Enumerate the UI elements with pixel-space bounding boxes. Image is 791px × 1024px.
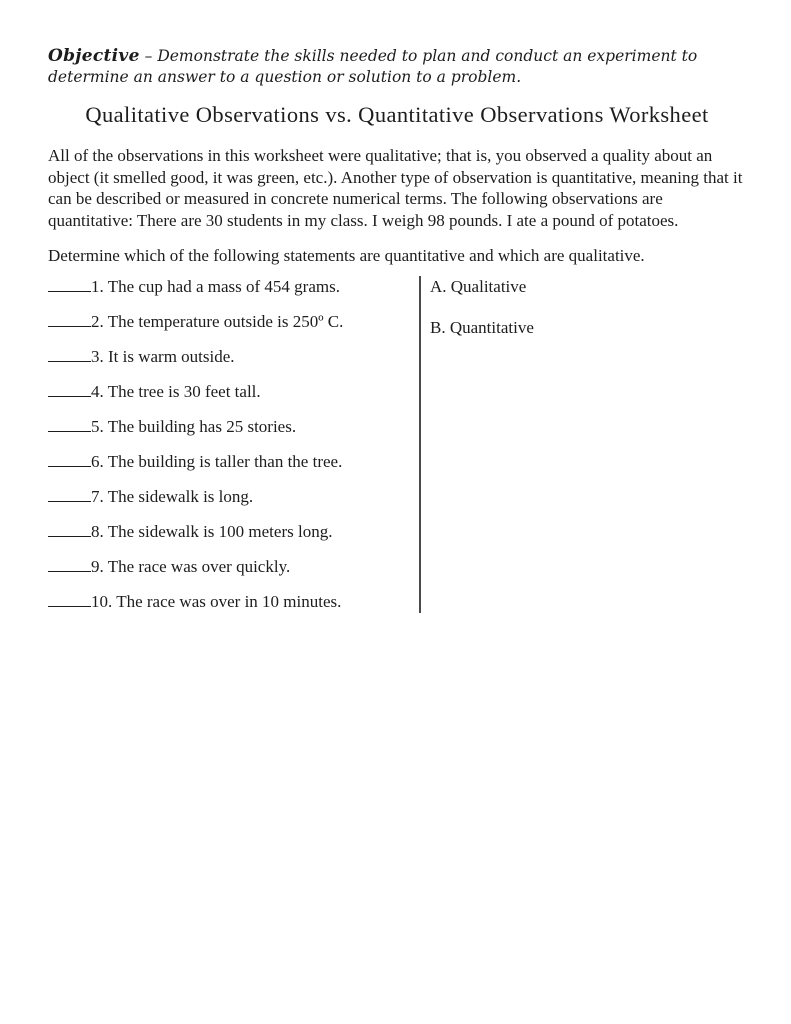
question-number: 8.	[91, 522, 104, 541]
intro-paragraph: All of the observations in this worksheet were qualitative; that is, you observed a quality about an object (it smelled good, it was green, etc.). Another type of observation is quantitative, meaning that it can be described or measured in concrete numerical terms. The following observations are quantitative: There are 30 students in my class. I weigh 98 pounds. I ate a pound of potatoes.	[48, 146, 743, 230]
answer-blank	[48, 466, 91, 467]
option-text: Qualitative	[450, 277, 527, 296]
question-text: The building has 25 stories.	[107, 417, 297, 436]
question-row-3	[48, 346, 419, 368]
objective-text: Demonstrate the skills needed to plan and conduct an experiment to determine an answer to a question or solution to a problem.	[48, 47, 698, 86]
option-label: A.	[430, 277, 447, 296]
question-row-4	[48, 381, 419, 403]
question-number: 2.	[91, 312, 104, 331]
question-number: 4.	[91, 382, 104, 401]
question-row-5	[48, 416, 419, 438]
question-row-1	[48, 276, 419, 298]
question-text: The race was over quickly.	[107, 557, 291, 576]
question-row-7	[48, 486, 419, 508]
instruction-text: Determine which of the following statements are quantitative and which are qualitative.	[48, 246, 645, 265]
question-number: 9.	[91, 557, 104, 576]
question-row-9	[48, 556, 419, 578]
question-text: The race was over in 10 minutes.	[116, 592, 342, 611]
answer-blank	[48, 501, 91, 502]
question-text: The temperature outside is 250º C.	[107, 312, 344, 331]
options-column	[421, 276, 534, 613]
option-qualitative	[430, 276, 534, 298]
question-number: 7.	[91, 487, 104, 506]
answer-blank	[48, 606, 91, 607]
question-text: The sidewalk is 100 meters long.	[107, 522, 333, 541]
objective-paragraph	[48, 46, 746, 88]
option-label: B.	[430, 318, 446, 337]
question-number: 6.	[91, 452, 104, 471]
question-row-6	[48, 451, 419, 473]
answer-blank	[48, 571, 91, 572]
option-text: Quantitative	[449, 318, 534, 337]
question-text: The sidewalk is long.	[107, 487, 254, 506]
questions-column	[48, 276, 419, 613]
question-row-10	[48, 591, 419, 613]
objective-label: Objective	[48, 46, 140, 66]
question-text: The building is taller than the tree.	[107, 452, 343, 471]
answer-blank	[48, 326, 91, 327]
question-row-2	[48, 311, 419, 333]
objective-separator: –	[139, 47, 158, 65]
question-row-8	[48, 521, 419, 543]
worksheet-title: Qualitative Observations vs. Quantitative Observations Worksheet	[85, 102, 709, 127]
question-text: It is warm outside.	[108, 347, 235, 366]
question-text: The tree is 30 feet tall.	[107, 382, 261, 401]
question-number: 5.	[91, 417, 104, 436]
question-text: The cup had a mass of 454 grams.	[107, 277, 340, 296]
question-number: 3.	[91, 347, 104, 366]
question-number: 1.	[91, 277, 104, 296]
answer-blank	[48, 361, 91, 362]
answer-blank	[48, 536, 91, 537]
option-quantitative	[430, 317, 534, 339]
answer-blank	[48, 396, 91, 397]
question-number: 10.	[91, 592, 113, 611]
answer-blank	[48, 291, 91, 292]
question-answer-section	[48, 276, 746, 613]
answer-blank	[48, 431, 91, 432]
